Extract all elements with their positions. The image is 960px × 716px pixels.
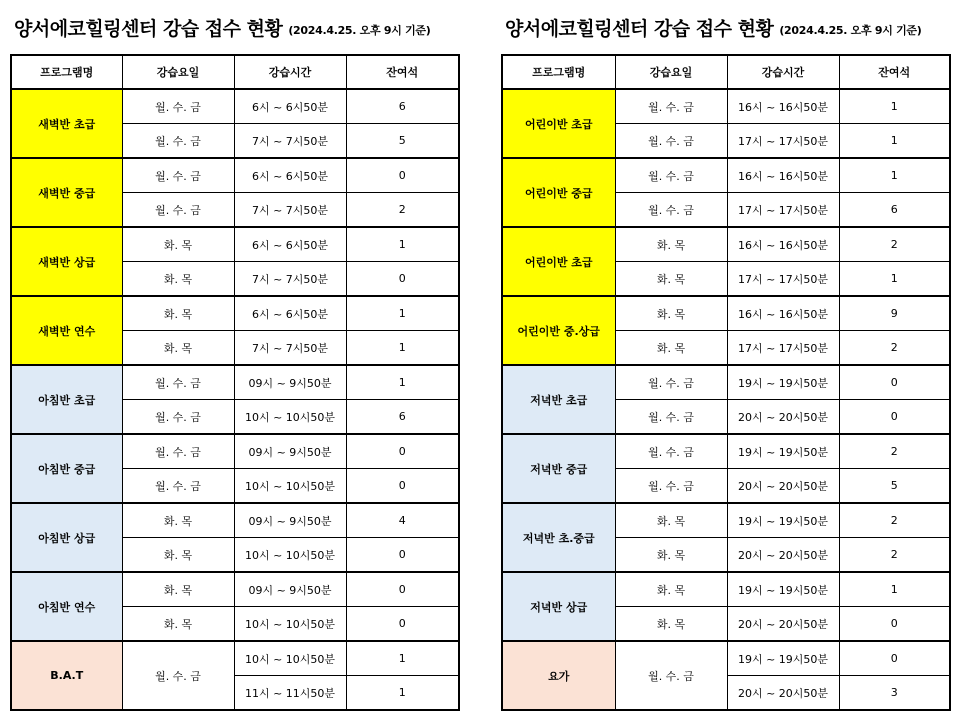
program-name-cell: 아침반 연수 — [11, 572, 122, 641]
time-cell: 19시 ~ 19시50분 — [727, 641, 839, 676]
schedule-table — [501, 54, 951, 711]
time-cell: 11시 ~ 11시50분 — [234, 676, 346, 711]
seats-cell: 1 — [839, 158, 950, 193]
time-cell: 19시 ~ 19시50분 — [727, 572, 839, 607]
days-cell: 화. 목 — [122, 572, 234, 607]
days-cell: 화. 목 — [122, 503, 234, 538]
page-title: 양서에코힐링센터 강습 접수 현황 — [505, 17, 774, 40]
table-row — [11, 434, 459, 469]
seats-cell: 1 — [346, 676, 459, 711]
header-seats: 잔여석 — [346, 55, 459, 89]
program-name-cell: 요가 — [502, 641, 615, 710]
time-cell: 20시 ~ 20시50분 — [727, 607, 839, 642]
days-cell: 화. 목 — [615, 331, 727, 366]
seats-cell: 2 — [839, 434, 950, 469]
time-cell: 16시 ~ 16시50분 — [727, 158, 839, 193]
days-cell: 화. 목 — [122, 538, 234, 573]
time-cell: 09시 ~ 9시50분 — [234, 572, 346, 607]
program-name-cell: 새벽반 중급 — [11, 158, 122, 227]
seats-cell: 0 — [839, 365, 950, 400]
seats-cell: 0 — [839, 607, 950, 642]
days-cell: 화. 목 — [122, 331, 234, 366]
seats-cell: 1 — [839, 89, 950, 124]
time-cell: 20시 ~ 20시50분 — [727, 469, 839, 504]
seats-cell: 5 — [346, 124, 459, 159]
seats-cell: 2 — [346, 193, 459, 228]
seats-cell: 4 — [346, 503, 459, 538]
seats-cell: 1 — [346, 331, 459, 366]
time-cell: 09시 ~ 9시50분 — [234, 365, 346, 400]
header-seats: 잔여석 — [839, 55, 950, 89]
time-cell: 09시 ~ 9시50분 — [234, 434, 346, 469]
days-cell: 월. 수. 금 — [615, 469, 727, 504]
time-cell: 09시 ~ 9시50분 — [234, 503, 346, 538]
program-name-cell: 어린이반 초급 — [502, 227, 615, 296]
seats-cell: 6 — [346, 89, 459, 124]
days-cell: 화. 목 — [122, 262, 234, 297]
time-cell: 10시 ~ 10시50분 — [234, 538, 346, 573]
program-name-cell: 저녁반 초급 — [502, 365, 615, 434]
time-cell: 19시 ~ 19시50분 — [727, 434, 839, 469]
header-days: 강습요일 — [615, 55, 727, 89]
program-name-cell: 저녁반 초.중급 — [502, 503, 615, 572]
days-cell: 화. 목 — [122, 227, 234, 262]
days-cell: 월. 수. 금 — [122, 124, 234, 159]
days-cell: 월. 수. 금 — [615, 434, 727, 469]
days-cell: 월. 수. 금 — [122, 641, 234, 710]
table-row — [502, 296, 950, 331]
days-cell: 월. 수. 금 — [122, 469, 234, 504]
seats-cell: 2 — [839, 227, 950, 262]
days-cell: 월. 수. 금 — [615, 89, 727, 124]
program-name-cell: 저녁반 중급 — [502, 434, 615, 503]
table-row — [502, 434, 950, 469]
table-row — [11, 158, 459, 193]
days-cell: 화. 목 — [615, 607, 727, 642]
seats-cell: 1 — [346, 227, 459, 262]
table-row — [502, 641, 950, 676]
days-cell: 월. 수. 금 — [615, 641, 727, 710]
seats-cell: 6 — [839, 193, 950, 228]
seats-cell: 0 — [346, 572, 459, 607]
time-cell: 16시 ~ 16시50분 — [727, 89, 839, 124]
time-cell: 10시 ~ 10시50분 — [234, 607, 346, 642]
time-cell: 16시 ~ 16시50분 — [727, 227, 839, 262]
seats-cell: 0 — [839, 400, 950, 435]
time-cell: 16시 ~ 16시50분 — [727, 296, 839, 331]
seats-cell: 1 — [346, 296, 459, 331]
table-row — [11, 89, 459, 124]
time-cell: 17시 ~ 17시50분 — [727, 262, 839, 297]
time-cell: 10시 ~ 10시50분 — [234, 641, 346, 676]
schedule-panel-left — [10, 0, 458, 711]
table-body — [502, 89, 950, 710]
title-bar — [10, 0, 458, 54]
header-days: 강습요일 — [122, 55, 234, 89]
seats-cell: 1 — [346, 641, 459, 676]
days-cell: 화. 목 — [615, 262, 727, 297]
table-row — [502, 227, 950, 262]
time-cell: 19시 ~ 19시50분 — [727, 503, 839, 538]
days-cell: 월. 수. 금 — [615, 158, 727, 193]
seats-cell: 5 — [839, 469, 950, 504]
seats-cell: 9 — [839, 296, 950, 331]
header-row — [502, 55, 950, 89]
seats-cell: 0 — [839, 641, 950, 676]
table-row — [502, 365, 950, 400]
schedule-table — [10, 54, 460, 711]
days-cell: 화. 목 — [615, 572, 727, 607]
time-cell: 10시 ~ 10시50분 — [234, 469, 346, 504]
time-cell: 20시 ~ 20시50분 — [727, 676, 839, 711]
days-cell: 화. 목 — [615, 227, 727, 262]
days-cell: 월. 수. 금 — [122, 434, 234, 469]
table-row — [11, 503, 459, 538]
seats-cell: 6 — [346, 400, 459, 435]
program-name-cell: 어린이반 초급 — [502, 89, 615, 158]
table-row — [502, 572, 950, 607]
program-name-cell: 아침반 상급 — [11, 503, 122, 572]
time-cell: 7시 ~ 7시50분 — [234, 262, 346, 297]
seats-cell: 1 — [346, 365, 459, 400]
program-name-cell: 새벽반 연수 — [11, 296, 122, 365]
title-date: (2024.4.25. 오후 9시 기준) — [779, 24, 922, 37]
days-cell: 월. 수. 금 — [122, 400, 234, 435]
seats-cell: 0 — [346, 607, 459, 642]
title-bar — [501, 0, 949, 54]
program-name-cell: 어린이반 중급 — [502, 158, 615, 227]
table-row — [502, 158, 950, 193]
time-cell: 17시 ~ 17시50분 — [727, 193, 839, 228]
seats-cell: 0 — [346, 538, 459, 573]
days-cell: 월. 수. 금 — [615, 400, 727, 435]
header-time: 강습시간 — [234, 55, 346, 89]
header-row — [11, 55, 459, 89]
seats-cell: 1 — [839, 262, 950, 297]
days-cell: 화. 목 — [122, 296, 234, 331]
header-program: 프로그램명 — [502, 55, 615, 89]
time-cell: 17시 ~ 17시50분 — [727, 124, 839, 159]
seats-cell: 2 — [839, 538, 950, 573]
time-cell: 19시 ~ 19시50분 — [727, 365, 839, 400]
program-name-cell: 새벽반 상급 — [11, 227, 122, 296]
seats-cell: 2 — [839, 331, 950, 366]
schedule-panel-right — [501, 0, 949, 711]
time-cell: 7시 ~ 7시50분 — [234, 193, 346, 228]
program-name-cell: 아침반 초급 — [11, 365, 122, 434]
seats-cell: 1 — [839, 572, 950, 607]
time-cell: 20시 ~ 20시50분 — [727, 400, 839, 435]
days-cell: 월. 수. 금 — [615, 124, 727, 159]
table-row — [11, 296, 459, 331]
page-title: 양서에코힐링센터 강습 접수 현황 — [14, 17, 283, 40]
program-name-cell: 새벽반 초급 — [11, 89, 122, 158]
days-cell: 화. 목 — [615, 538, 727, 573]
seats-cell: 0 — [346, 434, 459, 469]
time-cell: 6시 ~ 6시50분 — [234, 89, 346, 124]
seats-cell: 0 — [346, 469, 459, 504]
days-cell: 화. 목 — [615, 296, 727, 331]
time-cell: 20시 ~ 20시50분 — [727, 538, 839, 573]
table-row — [11, 365, 459, 400]
time-cell: 6시 ~ 6시50분 — [234, 296, 346, 331]
time-cell: 10시 ~ 10시50분 — [234, 400, 346, 435]
days-cell: 월. 수. 금 — [615, 193, 727, 228]
table-row — [11, 227, 459, 262]
table-row — [11, 641, 459, 676]
program-name-cell: 어린이반 중.상급 — [502, 296, 615, 365]
table-row — [502, 503, 950, 538]
time-cell: 7시 ~ 7시50분 — [234, 124, 346, 159]
program-name-cell: B.A.T — [11, 641, 122, 710]
time-cell: 7시 ~ 7시50분 — [234, 331, 346, 366]
days-cell: 화. 목 — [122, 607, 234, 642]
days-cell: 월. 수. 금 — [122, 158, 234, 193]
header-time: 강습시간 — [727, 55, 839, 89]
program-name-cell: 저녁반 상급 — [502, 572, 615, 641]
seats-cell: 1 — [839, 124, 950, 159]
days-cell: 월. 수. 금 — [122, 89, 234, 124]
seats-cell: 2 — [839, 503, 950, 538]
program-name-cell: 아침반 중급 — [11, 434, 122, 503]
seats-cell: 3 — [839, 676, 950, 711]
days-cell: 월. 수. 금 — [122, 193, 234, 228]
seats-cell: 0 — [346, 262, 459, 297]
table-row — [502, 89, 950, 124]
days-cell: 월. 수. 금 — [122, 365, 234, 400]
seats-cell: 0 — [346, 158, 459, 193]
time-cell: 17시 ~ 17시50분 — [727, 331, 839, 366]
table-body — [11, 89, 459, 710]
days-cell: 월. 수. 금 — [615, 365, 727, 400]
header-program: 프로그램명 — [11, 55, 122, 89]
time-cell: 6시 ~ 6시50분 — [234, 158, 346, 193]
title-date: (2024.4.25. 오후 9시 기준) — [288, 24, 431, 37]
table-row — [11, 572, 459, 607]
time-cell: 6시 ~ 6시50분 — [234, 227, 346, 262]
days-cell: 화. 목 — [615, 503, 727, 538]
